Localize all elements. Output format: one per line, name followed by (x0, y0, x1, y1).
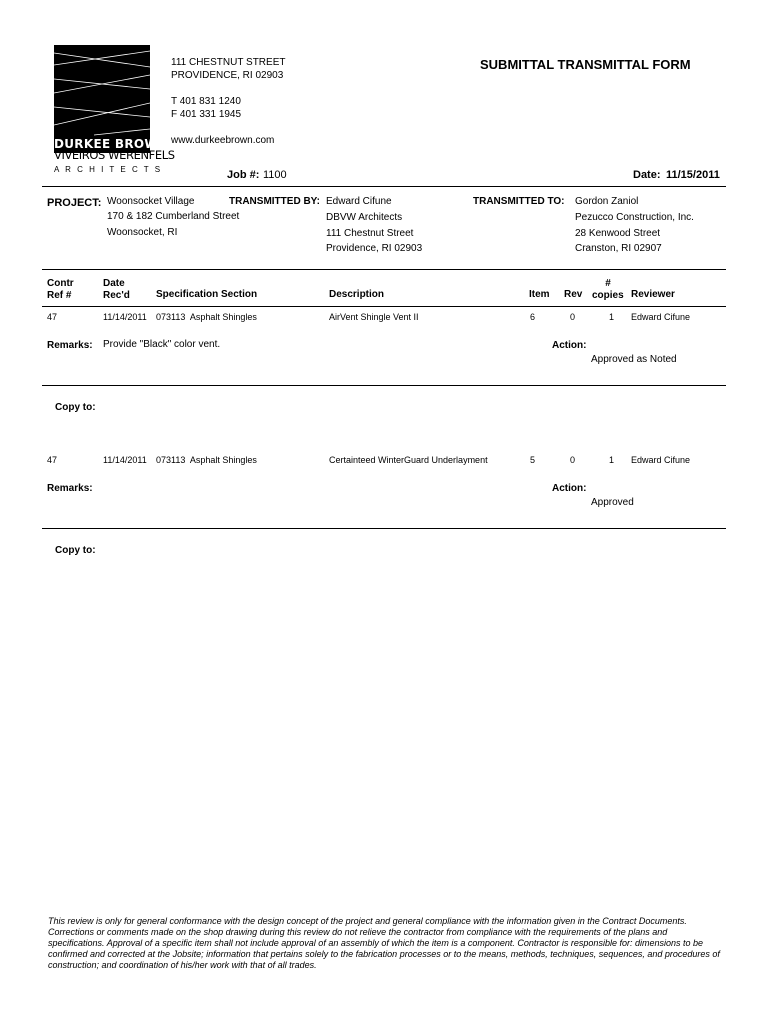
header-rev: Rev (564, 289, 583, 300)
transmitted-by-city: Providence, RI 02903 (326, 243, 423, 254)
transmitted-by-name: Edward Cifune (326, 196, 392, 207)
date-label: Date: (633, 169, 661, 181)
form-title: SUBMITTAL TRANSMITTAL FORM (480, 57, 691, 72)
entry-2-copies: 1 (609, 455, 615, 465)
project-address: 170 & 182 Cumberland Street (107, 211, 240, 222)
entry-1-spec: 073113 Asphalt Shingles (156, 312, 257, 322)
firm-website[interactable]: www.durkeebrown.com (171, 135, 275, 146)
entry-1-description: AirVent Shingle Vent II (329, 312, 419, 322)
transmitted-to-label: TRANSMITTED TO: (473, 196, 565, 207)
firm-address-line2: PROVIDENCE, RI 02903 (171, 70, 284, 81)
transmitted-by-firm: DBVW Architects (326, 212, 403, 223)
entry-1-action: Approved as Noted (591, 354, 677, 365)
header-item: Item (529, 289, 550, 300)
entry-1-rev: 0 (570, 312, 576, 322)
header-spec-section: Specification Section (156, 289, 258, 300)
header-contr: Contr (47, 278, 74, 289)
entry-1-reviewer: Edward Cifune (631, 312, 691, 322)
entry-1-copy-to-label: Copy to: (55, 402, 96, 413)
logo-firm-name-2: VIVEIROS WERENFELS (54, 148, 175, 162)
entry-1-action-label: Action: (552, 340, 587, 351)
entry-1-date: 11/14/2011 (103, 312, 147, 322)
transmitted-by-label: TRANSMITTED BY: (229, 196, 320, 207)
date-value: 11/15/2011 (666, 169, 720, 181)
header-copies: copies (592, 290, 624, 301)
entry-2-ref: 47 (47, 455, 58, 465)
entry-2-remarks-label: Remarks: (47, 483, 93, 494)
header-divider (42, 186, 726, 187)
header-copies-hash: # (605, 278, 611, 289)
header-description: Description (329, 289, 385, 300)
transmitted-to-name: Gordon Zaniol (575, 196, 639, 207)
entry-2-date: 11/14/2011 (103, 455, 147, 465)
entry-1-item: 6 (530, 312, 536, 322)
entry-2-item: 5 (530, 455, 536, 465)
transmitted-to-street: 28 Kenwood Street (575, 228, 661, 239)
review-disclaimer: This review is only for general conformance with the design concept of the project and general compliance with the information given in the Contract Documents. Corrections or comments made on the shop drawing during this review do not relieve the contractor from compliance with the requirements of the plans and specifications. Approval of a specific item shall not include approval of an assembly of which the item is a component. Contractor is responsible for: dimensions to be confirmed and corrected at the Jobsite; information that pertains solely to the fabrication processes or to the means, methods, techniques, sequences, and procedures of construction; and coordination of his/her work with that of all trades. (48, 916, 720, 970)
entry-1-copies: 1 (609, 312, 615, 322)
entry-2-reviewer: Edward Cifune (631, 455, 691, 465)
entry-2-description: Certainteed WinterGuard Underlayment (329, 455, 488, 465)
project-divider (42, 269, 726, 270)
header-recd: Rec'd (103, 290, 130, 301)
firm-phone: T 401 831 1240 (171, 96, 241, 107)
transmitted-to-firm: Pezucco Construction, Inc. (575, 212, 694, 223)
job-label: Job #: (227, 169, 260, 181)
entry-1-divider (42, 385, 726, 386)
transmitted-by-street: 111 Chestnut Street (326, 228, 414, 239)
project-name: Woonsocket Village (107, 196, 195, 207)
header-ref: Ref # (47, 290, 72, 301)
header-date: Date (103, 278, 125, 289)
entry-2-action: Approved (591, 497, 634, 508)
entry-1-ref: 47 (47, 312, 58, 322)
entry-2-copy-to-label: Copy to: (55, 545, 96, 556)
firm-fax: F 401 331 1945 (171, 109, 242, 120)
entry-2-divider (42, 528, 726, 529)
header-reviewer: Reviewer (631, 289, 675, 300)
job-number: 1100 (263, 169, 287, 181)
entry-1-remarks: Provide "Black" color vent. (103, 339, 221, 350)
logo-firm-name-3: A R C H I T E C T S (54, 165, 163, 174)
project-label: PROJECT: (47, 197, 102, 209)
entry-2-rev: 0 (570, 455, 576, 465)
entry-2-action-label: Action: (552, 483, 587, 494)
firm-address-line1: 111 CHESTNUT STREET (171, 57, 286, 68)
logo-firm-name-1: DURKEE BROWN (54, 137, 169, 151)
entry-1-remarks-label: Remarks: (47, 340, 93, 351)
transmitted-to-city: Cranston, RI 02907 (575, 243, 662, 254)
header-row-divider (42, 306, 726, 307)
entry-2-spec: 073113 Asphalt Shingles (156, 455, 257, 465)
project-city: Woonsocket, RI (107, 227, 178, 238)
